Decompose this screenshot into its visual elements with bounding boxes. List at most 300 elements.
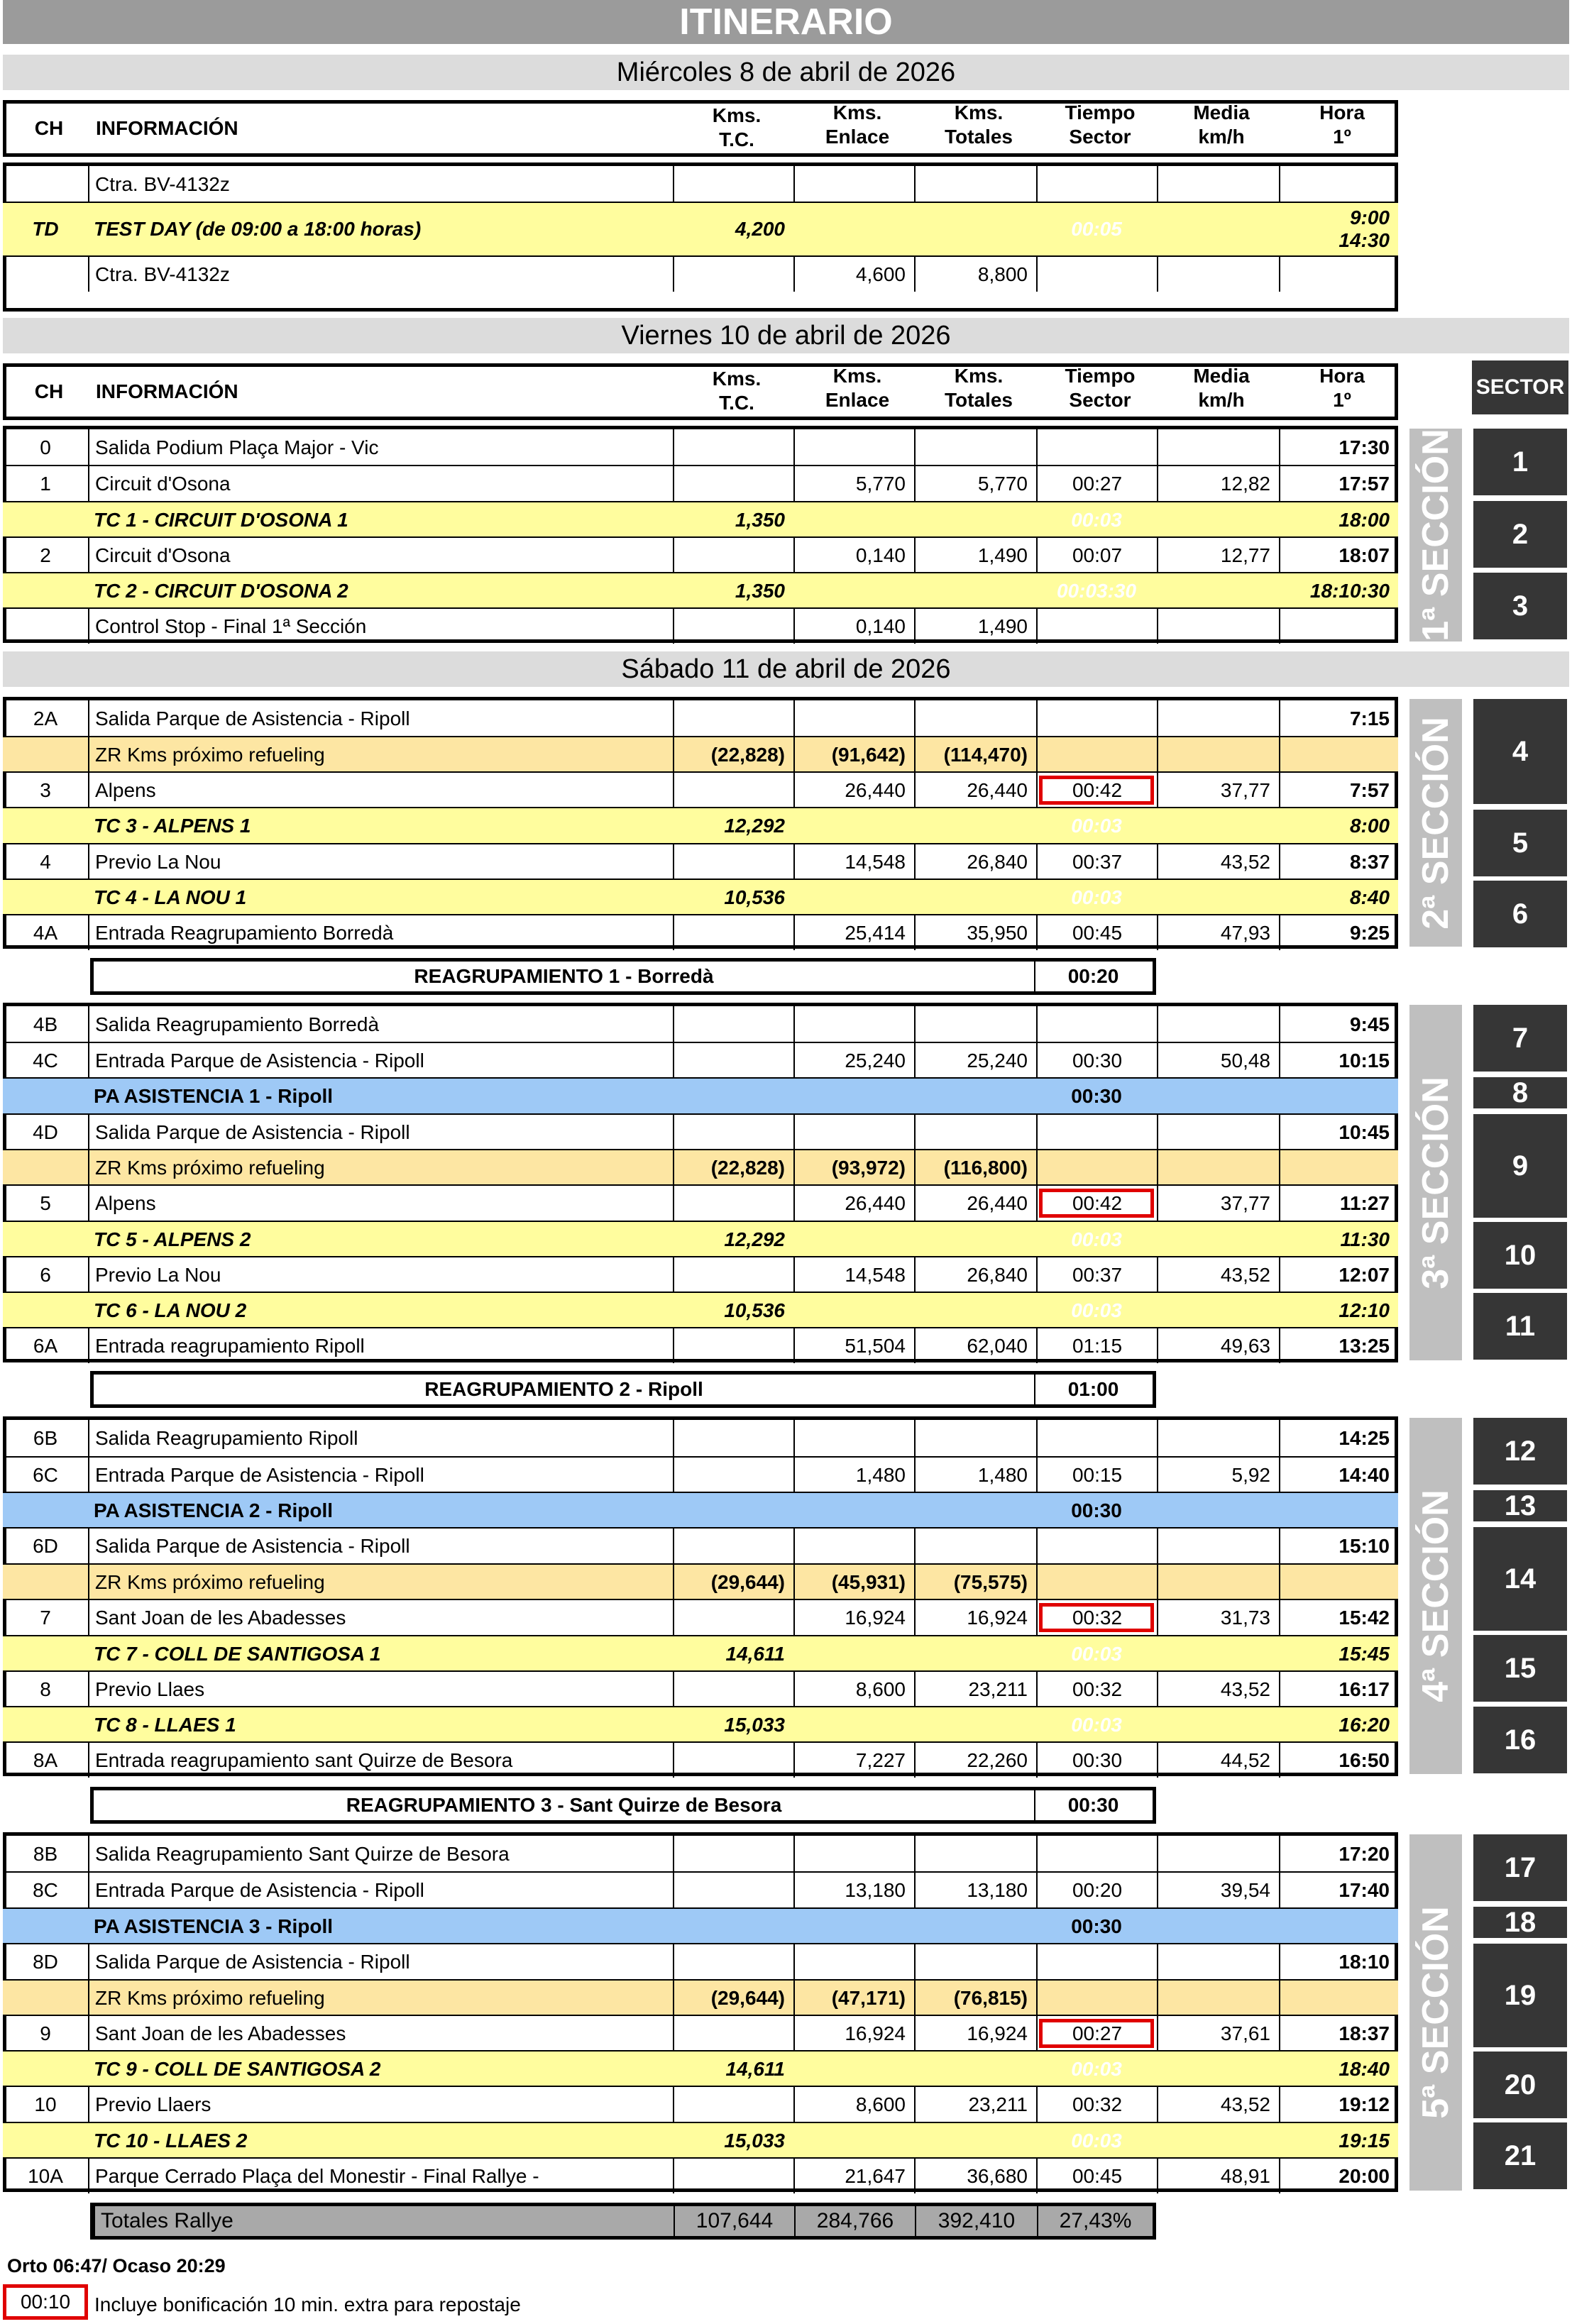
stage-row <box>3 202 1398 255</box>
cell-kenl: 25,414 <box>793 915 914 950</box>
cell-tsec: 00:03 <box>1071 1228 1122 1250</box>
cell-med: 50,48 <box>1157 1043 1279 1078</box>
table-row <box>3 1943 1398 1979</box>
cell-hora <box>1279 609 1398 644</box>
cell-tsec <box>1036 1420 1157 1456</box>
table-row <box>3 1113 1398 1150</box>
cell-ch: 6 <box>40 1263 51 1286</box>
cell-ktot: 1,490 <box>914 538 1036 573</box>
cell-kenl <box>793 573 914 608</box>
sector-box: 9 <box>1473 1114 1567 1218</box>
section-label-2: 2ª SECCIÓN <box>1409 699 1462 947</box>
cell-ktc <box>673 1006 793 1042</box>
cell-tsec: 00:45 <box>1036 2159 1157 2193</box>
day-header-1: Miércoles 8 de abril de 2026 <box>3 55 1569 90</box>
cell-tsec <box>1036 1836 1157 1872</box>
cell-hora <box>1279 1150 1398 1185</box>
cell-hora: 18:10:30 <box>1309 579 1390 602</box>
cell-kenl: 8,600 <box>793 1672 914 1707</box>
cell-ch <box>3 166 88 202</box>
cell-med <box>1157 429 1279 466</box>
cell-hora <box>1279 1981 1398 2015</box>
cell-tsec: 00:42 <box>1036 773 1157 808</box>
refuel-row <box>3 1563 1398 1599</box>
cell-info: Previo La Nou <box>88 844 673 879</box>
hora-2: 14:30 <box>1339 229 1390 251</box>
sector-header: SECTOR <box>1472 360 1568 414</box>
legend-text: Incluye bonificación 10 min. extra para repostaje <box>94 2293 521 2315</box>
cell-med <box>1157 257 1279 292</box>
table-row <box>3 465 1398 501</box>
cell-kenl <box>793 1707 914 1742</box>
hora-1: 9:00 <box>1349 206 1390 228</box>
cell-kenl: 0,140 <box>793 538 914 573</box>
cell-hora: 9:25 <box>1279 915 1398 950</box>
cell-ch <box>3 1636 88 1671</box>
cell-med <box>1157 1707 1279 1742</box>
table-row <box>3 536 1398 573</box>
cell-kenl: 7,227 <box>793 1743 914 1778</box>
stage-row <box>3 1292 1398 1328</box>
table-row <box>3 1327 1398 1363</box>
cell-ktc <box>673 1186 793 1221</box>
cell-ktot: 13,180 <box>914 1873 1036 1907</box>
cell-med <box>1157 502 1279 537</box>
cell-info: Circuit d'Osona <box>88 466 673 501</box>
cell-info: Circuit d'Osona <box>88 538 673 573</box>
cell-ktc: 1,350 <box>735 508 785 531</box>
sector-box: 15 <box>1473 1635 1567 1702</box>
cell-ch: 6B <box>33 1426 58 1449</box>
cell-ktot: 1,490 <box>914 609 1036 644</box>
cell-info: TC 8 - LLAES 1 <box>94 1713 236 1736</box>
cell-hora <box>1279 257 1398 292</box>
cell-med: 48,91 <box>1157 2159 1279 2193</box>
cell-med <box>1157 1079 1279 1113</box>
cell-info: PA ASISTENCIA 3 - Ripoll <box>94 1915 334 1937</box>
cell-ktc: (29,644) <box>673 1981 793 2015</box>
cell-ch: 8B <box>33 1842 58 1865</box>
cell-kenl: 16,924 <box>793 1600 914 1635</box>
cell-ktc <box>673 2087 793 2122</box>
sector-box: 12 <box>1473 1418 1567 1485</box>
table-row <box>3 1042 1398 1078</box>
cell-hora: 16:50 <box>1279 1743 1398 1778</box>
cell-kenl: 16,924 <box>793 2016 914 2051</box>
cell-info: Salida Parque de Asistencia - Ripoll <box>88 1115 673 1150</box>
cell-ch <box>3 2052 88 2086</box>
cell-hora: 15:42 <box>1279 1600 1398 1635</box>
cell-info: Entrada Parque de Asistencia - Ripoll <box>88 1043 673 1078</box>
cell-info: Salida Podium Plaça Major - Vic <box>88 429 673 466</box>
totals-row <box>90 2203 1156 2240</box>
cell-kenl: 26,440 <box>793 773 914 808</box>
cell-ktot <box>914 1836 1036 1872</box>
section-label-5: 5ª SECCIÓN <box>1409 1834 1462 2191</box>
hdr-ktc: Kms. T.C. <box>712 368 762 414</box>
cell-ch: 6C <box>33 1463 58 1486</box>
cell-tsec: 00:37 <box>1036 1257 1157 1292</box>
cell-ktc <box>673 1458 793 1492</box>
table-row <box>3 914 1398 950</box>
cell-ktot <box>914 573 1036 608</box>
cell-hora: 11:27 <box>1279 1186 1398 1221</box>
cell-ch: 6D <box>33 1534 58 1557</box>
table-row <box>3 607 1398 644</box>
cell-tsec: 00:32 <box>1036 1600 1157 1635</box>
sector-box: 13 <box>1473 1490 1567 1521</box>
cell-info: Sant Joan de les Abadesses <box>88 1600 673 1635</box>
cell-kenl <box>793 1493 914 1528</box>
hdr-ktot: Kms. Totales <box>945 101 1013 148</box>
cell-ktc <box>673 844 793 879</box>
regroup-label: REAGRUPAMIENTO 1 - Borredà <box>94 962 1035 991</box>
table-row <box>3 1420 1398 1456</box>
hdr-kenl: Kms. Enlace <box>825 101 890 148</box>
cell-info: ZR Kms próximo refueling <box>88 1150 673 1185</box>
cell-ktot: (114,470) <box>914 737 1036 772</box>
cell-hora: 18:07 <box>1279 538 1398 573</box>
cell-ch: 9 <box>40 2022 51 2044</box>
cell-tsec <box>1036 166 1157 202</box>
cell-hora: 19:12 <box>1279 2087 1398 2122</box>
cell-med <box>1157 1150 1279 1185</box>
cell-kenl <box>793 1836 914 1872</box>
stage-row <box>3 2050 1398 2086</box>
cell-ch: 7 <box>40 1606 51 1629</box>
cell-med <box>1157 1944 1279 1979</box>
cell-hora: 18:00 <box>1339 508 1390 531</box>
cell-ktc <box>673 1836 793 1872</box>
table-row <box>3 1599 1398 1635</box>
service-row <box>3 1907 1398 1944</box>
totals-label: Totales Rallye <box>94 2206 674 2236</box>
cell-hora: 12:07 <box>1279 1257 1398 1292</box>
cell-med <box>1157 1222 1279 1257</box>
cell-ktot: 26,840 <box>914 1257 1036 1292</box>
cell-ktc <box>673 429 793 466</box>
sector-box: 21 <box>1473 2122 1567 2189</box>
cell-ktot <box>914 1293 1036 1328</box>
cell-ch: 2A <box>33 707 58 729</box>
cell-ch: 4 <box>40 850 51 873</box>
sector-box: 10 <box>1473 1222 1567 1289</box>
cell-ch: 0 <box>40 436 51 458</box>
cell-med: 47,93 <box>1157 915 1279 950</box>
cell-hora: 10:15 <box>1279 1043 1398 1078</box>
refuel-row <box>3 1149 1398 1185</box>
regroup-time: 00:20 <box>1067 965 1119 987</box>
cell-med: 31,73 <box>1157 1600 1279 1635</box>
cell-med <box>1157 166 1279 202</box>
cell-kenl <box>793 1420 914 1456</box>
cell-hora: 20:00 <box>1279 2159 1398 2193</box>
cell-ktot <box>914 2052 1036 2086</box>
cell-kenl <box>793 1079 914 1113</box>
cell-ch: 8D <box>33 1950 58 1973</box>
sun-times: Orto 06:47/ Ocaso 20:29 <box>7 2255 226 2276</box>
cell-ktc <box>673 1672 793 1707</box>
hdr-ktc: Kms. T.C. <box>712 104 762 150</box>
cell-tsec: 00:32 <box>1036 1672 1157 1707</box>
cell-info: Entrada Reagrupamiento Borredà <box>88 915 673 950</box>
cell-info: Sant Joan de les Abadesses <box>88 2016 673 2051</box>
cell-ktc <box>673 257 793 292</box>
cell-med <box>1157 1420 1279 1456</box>
cell-ch <box>3 1707 88 1742</box>
cell-hora: 16:20 <box>1339 1713 1390 1736</box>
cell-ktot: 8,800 <box>914 257 1036 292</box>
hdr-med: Media km/h <box>1193 365 1250 411</box>
cell-med <box>1157 808 1279 843</box>
cell-ch: TD <box>32 218 59 240</box>
cell-med <box>1157 2123 1279 2158</box>
hdr-tsec: Tiempo Sector <box>1065 101 1136 148</box>
cell-med <box>1157 700 1279 737</box>
cell-ktot <box>914 1493 1036 1528</box>
regroup-time: 01:00 <box>1067 1378 1119 1400</box>
day-header-3: Sábado 11 de abril de 2026 <box>3 651 1569 687</box>
cell-hora <box>1279 1565 1398 1599</box>
cell-med <box>1157 1909 1279 1944</box>
cell-ktot: 35,950 <box>914 915 1036 950</box>
cell-ch <box>3 1150 88 1185</box>
cell-hora: 18:40 <box>1339 2057 1390 2080</box>
cell-med: 12,77 <box>1157 538 1279 573</box>
cell-med <box>1157 1529 1279 1563</box>
cell-ch: 1 <box>40 472 51 495</box>
cell-kenl <box>793 1006 914 1042</box>
cell-hora: 10:45 <box>1279 1115 1398 1150</box>
cell-tsec <box>1036 1529 1157 1563</box>
stage-row <box>3 501 1398 537</box>
cell-ktot: 26,840 <box>914 844 1036 879</box>
cell-ktc <box>673 1115 793 1150</box>
hdr-med: Media km/h <box>1193 101 1250 148</box>
cell-ktc <box>673 1944 793 1979</box>
table-row <box>3 843 1398 879</box>
cell-ktot <box>914 1079 1036 1113</box>
regroup-bar <box>90 1371 1156 1408</box>
stage-row <box>3 2122 1398 2158</box>
cell-ktc <box>673 538 793 573</box>
cell-med: 43,52 <box>1157 2087 1279 2122</box>
cell-ktc <box>673 2159 793 2193</box>
cell-med <box>1157 573 1279 608</box>
cell-hora: 15:45 <box>1339 1642 1390 1665</box>
cell-ch <box>3 1222 88 1257</box>
cell-tsec: 00:27 <box>1036 2016 1157 2051</box>
cell-ktot <box>914 1909 1036 1944</box>
table-row <box>3 1741 1398 1778</box>
cell-info: Control Stop - Final 1ª Sección <box>88 609 673 644</box>
cell-tsec: 00:03 <box>1071 1642 1122 1665</box>
cell-info: Entrada Parque de Asistencia - Ripoll <box>88 1873 673 1907</box>
cell-tsec <box>1036 1944 1157 1979</box>
cell-ktot <box>914 429 1036 466</box>
cell-kenl: 5,770 <box>793 466 914 501</box>
cell-tsec <box>1036 609 1157 644</box>
cell-kenl: (47,171) <box>793 1981 914 2015</box>
cell-ch: 5 <box>40 1191 51 1214</box>
cell-info: Salida Parque de Asistencia - Ripoll <box>88 1529 673 1563</box>
cell-ktot: 23,211 <box>914 1672 1036 1707</box>
cell-ch <box>3 609 88 644</box>
cell-ktot: 1,480 <box>914 1458 1036 1492</box>
sector-box: 8 <box>1473 1077 1567 1108</box>
cell-kenl: 14,548 <box>793 844 914 879</box>
sector-box: 3 <box>1473 573 1567 639</box>
cell-info: Salida Reagrupamiento Borredà <box>88 1006 673 1042</box>
cell-info: Previo Llaes <box>88 1672 673 1707</box>
cell-info: ZR Kms próximo refueling <box>88 1981 673 2015</box>
cell-kenl: (93,972) <box>793 1150 914 1185</box>
stage-row <box>3 1635 1398 1671</box>
cell-info: Alpens <box>88 773 673 808</box>
stage-row <box>3 1221 1398 1257</box>
cell-med <box>1157 2052 1279 2086</box>
cell-ch <box>3 1493 88 1528</box>
cell-med <box>1157 1115 1279 1150</box>
cell-med <box>1157 880 1279 915</box>
cell-kenl <box>793 1115 914 1150</box>
cell-hora: 14:40 <box>1279 1458 1398 1492</box>
service-row <box>3 1492 1398 1528</box>
table-row <box>3 1871 1398 1907</box>
table-row <box>3 1006 1398 1042</box>
regroup-label: REAGRUPAMIENTO 3 - Sant Quirze de Besora <box>94 1790 1035 1820</box>
cell-ktot <box>914 700 1036 737</box>
table-row <box>3 771 1398 808</box>
table-row <box>3 1184 1398 1221</box>
regroup-time: 00:30 <box>1067 1794 1119 1816</box>
table-row <box>3 1456 1398 1492</box>
cell-ch: 8A <box>33 1748 58 1771</box>
cell-ktot <box>914 1707 1036 1742</box>
cell-ch: 4B <box>33 1013 58 1035</box>
hdr-ch: CH <box>34 117 64 139</box>
cell-ktc <box>673 1257 793 1292</box>
cell-tsec <box>1036 1115 1157 1150</box>
cell-kenl <box>793 1293 914 1328</box>
cell-tsec: 00:05 <box>1071 218 1122 240</box>
cell-info: PA ASISTENCIA 1 - Ripoll <box>94 1084 334 1107</box>
sector-box: 1 <box>1473 429 1567 495</box>
section-label-4: 4ª SECCIÓN <box>1409 1418 1462 1774</box>
refuel-row <box>3 1979 1398 2015</box>
cell-ktot <box>914 1222 1036 1257</box>
cell-ktc: (29,644) <box>673 1565 793 1599</box>
cell-tsec <box>1036 257 1157 292</box>
cell-med <box>1157 1636 1279 1671</box>
cell-tsec: 00:27 <box>1036 466 1157 501</box>
cell-kenl: 4,600 <box>793 257 914 292</box>
cell-kenl <box>793 1529 914 1563</box>
cell-kenl: 25,240 <box>793 1043 914 1078</box>
cell-tsec: 00:03 <box>1071 2057 1122 2080</box>
sector-box: 18 <box>1473 1907 1567 1938</box>
cell-ktc <box>673 1529 793 1563</box>
cell-hora <box>1279 1493 1398 1528</box>
cell-ch <box>3 1079 88 1113</box>
cell-ktc: 12,292 <box>724 814 785 837</box>
cell-med <box>1157 1981 1279 2015</box>
hdr-hora: Hora 1º <box>1319 365 1365 411</box>
cell-ktot <box>914 502 1036 537</box>
cell-hora <box>1279 1909 1398 1944</box>
cell-hora: 17:20 <box>1279 1836 1398 1872</box>
sector-box: 5 <box>1473 810 1567 876</box>
cell-ktot: 26,440 <box>914 1186 1036 1221</box>
legend-box: 00:10 <box>3 2284 88 2320</box>
cell-kenl <box>793 1944 914 1979</box>
cell-med: 44,52 <box>1157 1743 1279 1778</box>
cell-ktc <box>673 466 793 501</box>
cell-ktc: 14,611 <box>725 1642 785 1665</box>
cell-ch <box>3 1909 88 1944</box>
cell-med: 12,82 <box>1157 466 1279 501</box>
cell-ch: 10 <box>34 2093 57 2115</box>
cell-ktc: 10,536 <box>724 1299 785 1321</box>
cell-ktot <box>914 166 1036 202</box>
cell-info: Ctra. BV-4132z <box>88 166 673 202</box>
cell-med: 49,63 <box>1157 1328 1279 1363</box>
cell-info: TC 2 - CIRCUIT D'OSONA 2 <box>94 579 348 602</box>
cell-tsec <box>1036 1006 1157 1042</box>
refuel-row <box>3 736 1398 772</box>
cell-ch <box>3 1293 88 1328</box>
cell-ktot: (75,575) <box>914 1565 1036 1599</box>
cell-kenl <box>793 2052 914 2086</box>
cell-tsec: 00:03 <box>1071 886 1122 908</box>
cell-info: Previo Llaers <box>88 2087 673 2122</box>
cell-kenl <box>793 880 914 915</box>
stage-row <box>3 1706 1398 1742</box>
cell-med: 37,61 <box>1157 2016 1279 2051</box>
cell-hora: 13:25 <box>1279 1328 1398 1363</box>
cell-hora <box>1279 1079 1398 1113</box>
cell-ktot: (116,800) <box>914 1150 1036 1185</box>
hdr-ch: CH <box>34 380 64 402</box>
cell-tsec: 00:20 <box>1036 1873 1157 1907</box>
sector-box: 4 <box>1473 699 1567 804</box>
cell-tsec: 00:30 <box>1071 1499 1122 1521</box>
cell-ktot: 36,680 <box>914 2159 1036 2193</box>
cell-ktc: (22,828) <box>673 1150 793 1185</box>
cell-ch: 2 <box>40 544 51 566</box>
cell-tsec <box>1036 1981 1157 2015</box>
cell-hora: 17:57 <box>1279 466 1398 501</box>
totals-ktc: 107,644 <box>674 2206 794 2236</box>
cell-ktot <box>914 808 1036 843</box>
cell-hora: 18:10 <box>1279 1944 1398 1979</box>
cell-ktc <box>673 166 793 202</box>
cell-info: Previo La Nou <box>88 1257 673 1292</box>
hdr-ktot: Kms. Totales <box>945 365 1013 411</box>
cell-kenl: 8,600 <box>793 2087 914 2122</box>
cell-hora <box>1279 737 1398 772</box>
cell-ch: 4D <box>33 1120 58 1143</box>
cell-hora: 17:30 <box>1279 429 1398 466</box>
cell-info: Salida Reagrupamiento Ripoll <box>88 1420 673 1456</box>
cell-tsec: 00:32 <box>1036 2087 1157 2122</box>
cell-hora: 8:40 <box>1349 886 1390 908</box>
cell-tsec: 00:03:30 <box>1056 579 1137 602</box>
cell-ch: 3 <box>40 778 51 801</box>
cell-kenl: 14,548 <box>793 1257 914 1292</box>
sector-box: 20 <box>1473 2052 1567 2118</box>
cell-ktc <box>673 1043 793 1078</box>
